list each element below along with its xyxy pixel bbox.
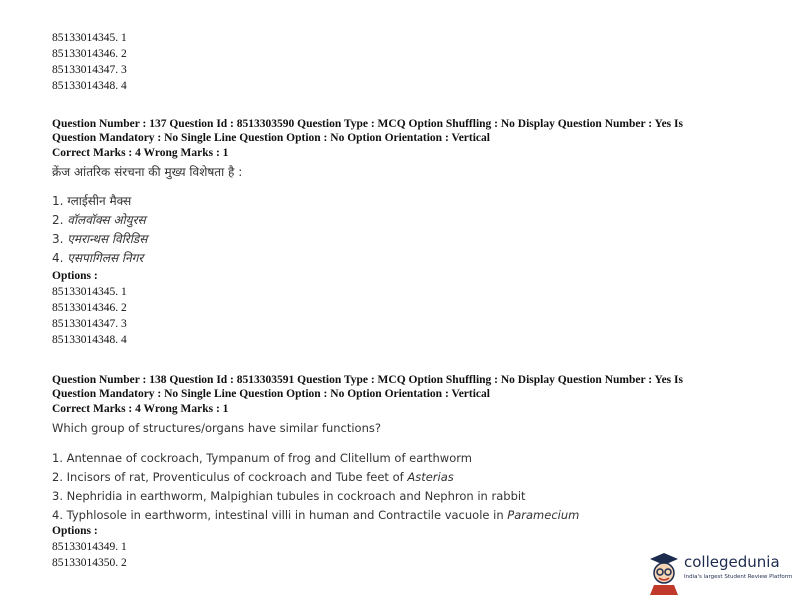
question-138-meta [52, 373, 752, 416]
option-code: 85133014347. 3 [52, 318, 127, 330]
watermark-name: collegedunia [684, 553, 780, 571]
marks-line: Correct Marks : 4 Wrong Marks : 1 [52, 403, 229, 415]
option-code: 85133014346. 2 [52, 302, 127, 314]
question-138-choices [52, 449, 579, 525]
question-137-meta [52, 117, 752, 160]
question-138-options [52, 523, 127, 571]
question-138-text: Which group of structures/organs have similar functions? [52, 421, 381, 435]
meta-line: Question Number : 137 Question Id : 8513303590 Question Type : MCQ Option Shuffling : No Display Question Number : Yes Is [52, 118, 683, 130]
choice-item: 2. Incisors of rat, Proventiculus of cockroach and Tube feet of Asterias [52, 470, 454, 484]
marks-line: Correct Marks : 4 Wrong Marks : 1 [52, 147, 229, 159]
previous-options [52, 30, 127, 94]
choice-item: 4. Typhlosole in earthworm, intestinal villi in human and Contractile vacuole in Paramecium [52, 508, 580, 522]
meta-line: Question Mandatory : No Single Line Question Option : No Option Orientation : Vertical [52, 388, 490, 400]
graduate-mascot-icon [646, 547, 682, 595]
choice-item: 1. ग्लाईसीन मैक्स [52, 194, 132, 208]
option-code: 85133014348. 4 [52, 334, 127, 346]
choice-item: 4. एसपागिलस निगर [52, 251, 144, 265]
option-code: 85133014347. 3 [52, 64, 127, 76]
options-label: Options : [52, 270, 98, 282]
option-code: 85133014348. 4 [52, 80, 127, 92]
option-code: 85133014350. 2 [52, 557, 127, 569]
choice-item: 3. Nephridia in earthworm, Malpighian tubules in cockroach and Nephron in rabbit [52, 489, 526, 503]
option-code: 85133014345. 1 [52, 32, 127, 44]
options-label: Options : [52, 525, 98, 537]
choice-item: 3. एमरान्थस विरिडिस [52, 232, 148, 246]
option-code: 85133014349. 1 [52, 541, 127, 553]
choice-item: 1. Antennae of cockroach, Tympanum of frog and Clitellum of earthworm [52, 451, 472, 465]
question-137-text: क्रेंज आंतरिक संरचना की मुख्य विशेषता है : [52, 165, 243, 179]
choice-item: 2. वॉलवॉक्स ओयुरस [52, 213, 146, 227]
meta-line: Question Mandatory : No Single Line Question Option : No Option Orientation : Vertical [52, 132, 490, 144]
question-137-options [52, 268, 127, 348]
collegedunia-watermark [646, 547, 792, 597]
meta-line: Question Number : 138 Question Id : 8513303591 Question Type : MCQ Option Shuffling : No Display Question Number : Yes Is [52, 374, 683, 386]
option-code: 85133014345. 1 [52, 286, 127, 298]
question-137-choices [52, 192, 147, 268]
watermark-tagline: India's largest Student Review Platform [684, 574, 792, 580]
option-code: 85133014346. 2 [52, 48, 127, 60]
